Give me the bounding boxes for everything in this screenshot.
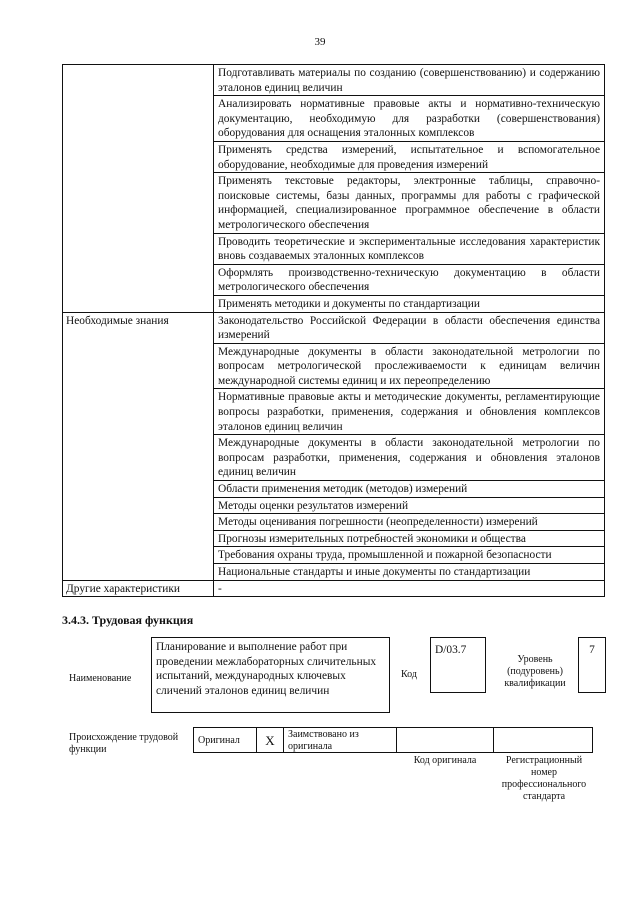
knowledge-item: Методы оценки результатов измерений bbox=[214, 497, 605, 514]
borrowed-cell: Заимствовано из оригинала bbox=[283, 727, 397, 753]
level-label: Уровень (подуровень) квалификации bbox=[504, 654, 566, 689]
function-name-box: Планирование и выполнение работ при проведении межлабораторных сличительных испытаний, международных ключевых сличений эталонов единиц величин bbox=[151, 637, 390, 713]
skill-item: Применять методики и документы по стандартизации bbox=[214, 295, 605, 312]
competency-table bbox=[62, 64, 605, 597]
reg-number-cell bbox=[493, 727, 593, 753]
skill-row bbox=[63, 65, 605, 96]
other-row bbox=[63, 580, 605, 597]
function-code-box: D/03.7 bbox=[430, 637, 486, 693]
original-mark-cell: X bbox=[256, 727, 284, 753]
code-original-cell bbox=[396, 727, 494, 753]
knowledge-item: Национальные стандарты и иные документы по стандартизации bbox=[214, 564, 605, 581]
page-number: 39 bbox=[314, 36, 326, 48]
knowledge-item: Методы оценивания погрешности (неопределенности) измерений bbox=[214, 514, 605, 531]
skill-item: Подготавливать материалы по созданию (совершенствованию) и содержанию эталонов единиц величин bbox=[214, 65, 605, 96]
skill-group-label bbox=[63, 65, 214, 313]
reg-number-label: Регистрационный номер профессионального стандарта bbox=[501, 755, 587, 802]
knowledge-item: Требования охраны труда, промышленной и пожарной безопасности bbox=[214, 547, 605, 564]
knowledge-item: Законодательство Российской Федерации в области обеспечения единства измерений bbox=[214, 312, 605, 343]
knowledge-item: Нормативные правовые акты и методические документы, регламентирующие вопросы разработки, применения, содержания и обновления комплексов эталонов единиц величин bbox=[214, 389, 605, 435]
other-characteristics-label: Другие характеристики bbox=[63, 580, 214, 597]
code-original-label: Код оригинала bbox=[413, 755, 477, 766]
knowledge-item: Международные документы в области законодательной метрологии по вопросам метрологической прослеживаемости к единицам величин международной системы единиц и их переопределению bbox=[214, 343, 605, 389]
code-label: Код bbox=[401, 669, 417, 680]
name-label: Наименование bbox=[69, 673, 132, 684]
level-value-box: 7 bbox=[578, 637, 606, 693]
competency-table-body bbox=[63, 65, 605, 597]
skill-item: Анализировать нормативные правовые акты и нормативно-техническую документацию, необходимую для разработки (совершенствования) оборудования для оснащения эталонных комплексов bbox=[214, 96, 605, 142]
skill-item: Применять средства измерений, испытательное и вспомогательное оборудование, необходимые для проведения измерений bbox=[214, 141, 605, 172]
knowledge-row bbox=[63, 312, 605, 343]
knowledge-item: Области применения методик (методов) измерений bbox=[214, 481, 605, 498]
original-cell: Оригинал bbox=[193, 727, 257, 753]
skill-item: Применять текстовые редакторы, электронные таблицы, справочно-поисковые системы, базы данных, программы для работы с графической информацией, специализированное программное обеспечение в области метрологического обеспечения bbox=[214, 173, 605, 233]
origin-label: Происхождение трудовой функции bbox=[69, 732, 179, 755]
origin-row bbox=[193, 727, 593, 753]
skill-item: Проводить теоретические и экспериментальные исследования характеристик вновь создаваемых эталонных комплексов bbox=[214, 233, 605, 264]
section-title: 3.4.3. Трудовая функция bbox=[62, 613, 194, 627]
knowledge-item: Прогнозы измерительных потребностей экономики и общества bbox=[214, 530, 605, 547]
skill-item: Оформлять производственно-техническую документацию в области метрологического обеспечения bbox=[214, 264, 605, 295]
knowledge-group-label: Необходимые знания bbox=[63, 312, 214, 580]
knowledge-item: Международные документы в области законодательной метрологии по вопросам разработки, применения, содержания и обновления эталонов единиц величин bbox=[214, 435, 605, 481]
other-characteristics-value: - bbox=[214, 580, 605, 597]
